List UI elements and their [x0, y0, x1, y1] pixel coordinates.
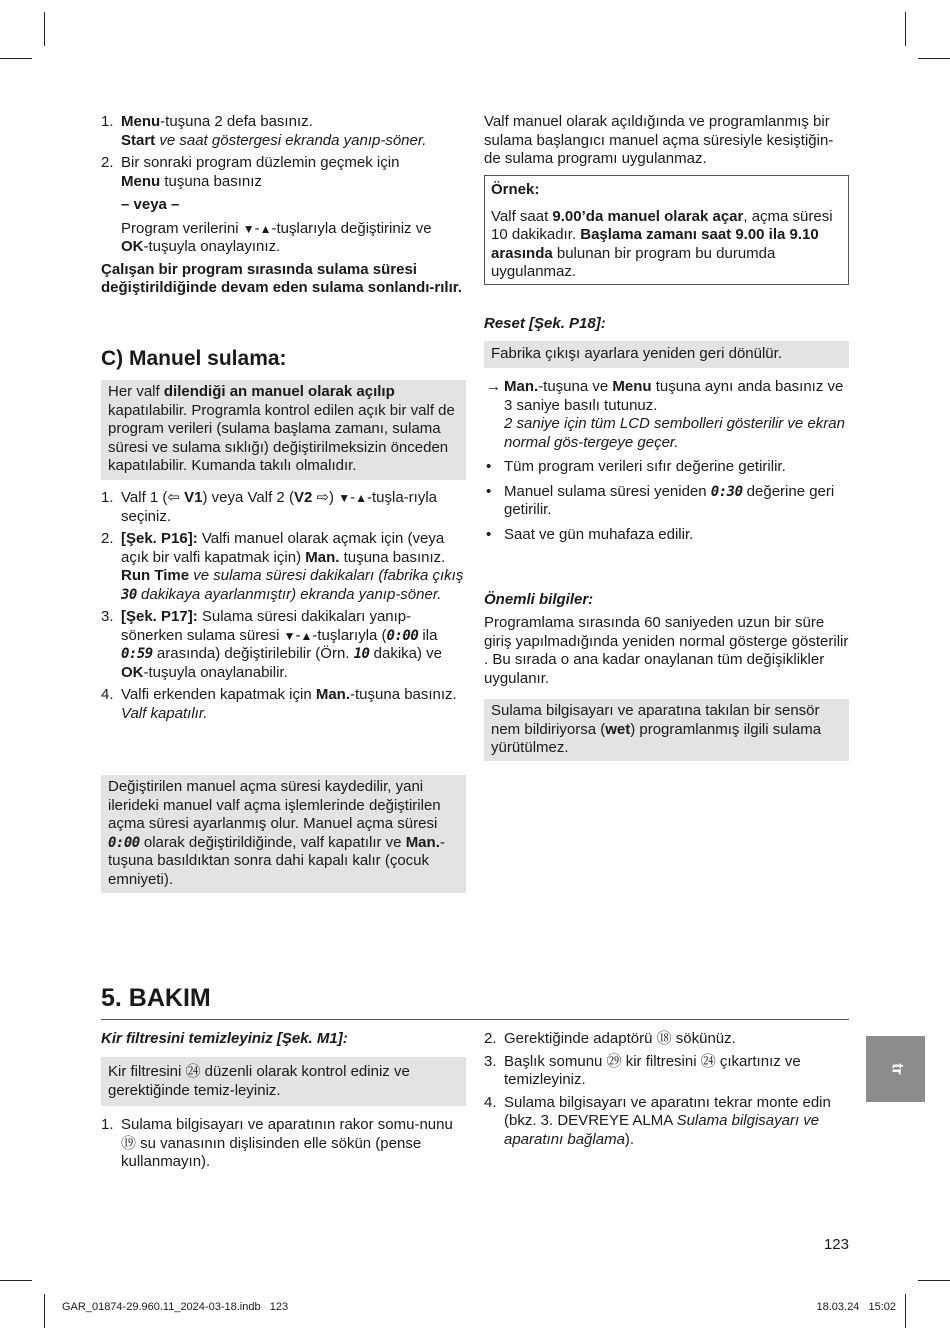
step-3: 3. [Şek. P17]: Sulama süresi dakikaları yanıp-sönerken sulama süresi ▼-▲-tuşlarıyla (0:00 ila 0:59 arasında) değiştirilebilir (Örn. 10 dakika) ve OK-tuşuyla onaylanabilir. [101, 608, 443, 681]
lcd-value: 0:00 [386, 627, 419, 644]
manuel-steps [101, 489, 466, 727]
menu-key: Menu [121, 113, 161, 130]
example-text: Valf saat 9.00’da manuel olarak açar, açma süresi 10 dakikadır. Başlama zamanı saat 9.00 ila 9.10 arasında bulunan bir program bu durumda uygulanmaz. [491, 207, 833, 280]
bakim-steps-right [484, 1030, 849, 1153]
crop-mark [905, 1294, 906, 1328]
step-4: 4. Valfi erkenden kapatmak için Man.-tuşuna basınız. Valf kapatılır. [101, 686, 457, 722]
lcd-value: 0:00 [108, 834, 140, 851]
reset-list [484, 378, 849, 550]
onemli-title: Önemli bilgiler: [484, 591, 594, 608]
right-arrow-icon: ⇨ [316, 489, 330, 506]
left-top-section [101, 113, 466, 298]
crop-mark [918, 58, 950, 59]
step-number: 1. [101, 113, 114, 130]
step-4: 4. Sulama bilgisayarı ve aparatını tekrar monte edin (bkz. 3. DEVREYE ALMA Sulama bilgisayarı ve aparatını bağlama). [484, 1093, 831, 1148]
down-triangle-icon: ▼ [338, 491, 351, 505]
reset-step: → Man.-tuşuna ve Menu tuşuna aynı anda basınız ve 3 saniye basılı tutunuz. 2 saniye için tüm LCD sembolleri gösterilir ve ekran normal gös-tergeye geçer. [486, 378, 845, 451]
bakim-subtitle: Kir filtresini temizleyiniz [Şek. M1]: [101, 1030, 348, 1047]
crop-mark [918, 1280, 950, 1281]
reset-title: Reset [Şek. P18]: [484, 315, 606, 332]
step-1: 1. Sulama bilgisayarı ve aparatının rakor somu-nunu ⑲ su vanasının dişlisinden elle sökün (pense kullanmayın). [101, 1116, 453, 1170]
bullet-icon: • [486, 482, 492, 500]
crop-mark [0, 1280, 32, 1281]
start-label: Start [121, 131, 156, 149]
arrow-icon: → [486, 378, 501, 395]
divider [101, 1019, 849, 1020]
page-number: 123 [823, 1236, 849, 1253]
bakim-steps-left [101, 1116, 466, 1176]
section-title-bakim: 5. BAKIM [101, 984, 211, 1012]
down-triangle-icon: ▼ [242, 221, 255, 236]
step-2: 2. [Şek. P16]: Valfi manuel olarak açmak için (veya açık bir valfi kapatmak için) Man. tuşuna basınız. Run Time ve sulama süresi dakikaları (fabrika çıkış 30 dakikaya ayarlanmıştır) ekranda yanıp-söner. [101, 530, 464, 603]
example-box [484, 175, 849, 285]
step-2 [101, 154, 466, 257]
bakim-note: Kir filtresini ㉔ düzenli olarak kontrol ediniz ve gerektiğinde temiz-leyiniz. [101, 1057, 466, 1106]
section-title-manuel: C) Manuel sulama: [101, 347, 287, 370]
step-text: Bir sonraki program düzlemin geçmek için [121, 154, 400, 171]
language-tab-label: tr [887, 1063, 905, 1075]
up-triangle-icon: ▲ [355, 491, 367, 505]
crop-mark [905, 12, 906, 46]
bullet-icon: • [486, 525, 492, 543]
up-triangle-icon: ▲ [259, 221, 272, 236]
crop-mark [0, 58, 32, 59]
intro-text: Valf manuel olarak açıldığında ve programlanmış bir sulama başlangıcı manuel açma süresiyle kesiştiğin-de sulama programı uygulanmaz. [484, 113, 834, 167]
left-arrow-icon: ⇦ [167, 489, 180, 506]
list-item: • Manuel sulama süresi yeniden 0:30 değerine geri getirilir. [486, 482, 835, 518]
example-title: Örnek: [491, 181, 540, 198]
lcd-value: 30 [121, 586, 137, 603]
step-number: 2. [101, 154, 114, 171]
veya-label: – veya – [121, 196, 180, 213]
footer-date: 18.03.24 15:02 [816, 1301, 896, 1313]
step-text: tuşuna basınız [160, 172, 262, 190]
down-triangle-icon: ▼ [283, 628, 296, 643]
crop-mark [44, 12, 45, 46]
onemli-text: Programlama sırasında 60 saniyeden uzun bir süre giriş yapılmadığında yeniden normal gösterge gösterilir . Bu sırada o ana kadar onaylanan tüm değişiklikler uygulanır. [484, 614, 849, 687]
warning-text: Çalışan bir program sırasında sulama süresi değiştirildiğinde devam eden sulama sonlandı-rılır. [101, 260, 462, 296]
lcd-value: 0:59 [121, 646, 153, 662]
bullet-icon: • [486, 458, 492, 475]
step-1: 1. Valf 1 (⇦ V1) veya Valf 2 (V2 ⇨) ▼-▲-tuşla-rıyla seçiniz. [101, 489, 438, 525]
step-3: 3. Başlık somunu ㉙ kir filtresini ㉔ çıkartınız ve temizleyiniz. [484, 1052, 801, 1088]
crop-mark [44, 1294, 45, 1328]
step-text: ve saat göstergesi ekranda yanıp-söner. [155, 131, 427, 149]
manuel-note: Her valf dilendiği an manuel olarak açılıp kapatılabilir. Programla kontrol edilen açık bir valf de program verileri (sulama başlama zamanı, sulama süresi ve sulama sıklığı) değiştirilmeksizin önceden kapatılabilir. Kumanda takılı olmalıdır. [101, 380, 466, 480]
lcd-value: 10 [353, 646, 370, 662]
list-item: • Tüm program verileri sıfır değerine getirilir. [486, 458, 786, 475]
list-item: • Saat ve gün muhafaza edilir. [486, 525, 694, 543]
reset-note: Fabrika çıkışı ayarlara yeniden geri dönülür. [484, 341, 849, 368]
lcd-value: 0:30 [710, 483, 743, 500]
language-tab [866, 1036, 925, 1102]
manuel-note-2: Değiştirilen manuel açma süresi kaydedilir, yani ilerideki manuel valf açma işlemlerinde değiştirilen açma süresi ayarlanmış olur. Manuel açma süresi 0:00 olarak değiştirildiğinde, valf kapatılır ve Man.-tuşuna basıldıktan sonra dahi kapalı kalır (çocuk emniyeti). [101, 775, 466, 893]
menu-key: Menu [121, 172, 161, 190]
footer-file: GAR_01874-29.960.11_2024-03-18.indb 123 [62, 1301, 289, 1313]
program-text: Program verilerini ▼-▲-tuşlarıyla değiştiriniz ve OK-tuşuyla onaylayınız. [121, 219, 432, 255]
step-2: 2. Gerektiğinde adaptörü ⑱ sökünüz. [484, 1030, 736, 1047]
up-triangle-icon: ▲ [300, 628, 313, 643]
onemli-note: Sulama bilgisayarı ve aparatına takılan bir sensör nem bildiriyorsa (wet) programlanmış ilgili sulama yürütülmez. [484, 699, 849, 761]
step-text: -tuşuna 2 defa basınız. [160, 113, 313, 130]
step-1 [101, 113, 466, 150]
